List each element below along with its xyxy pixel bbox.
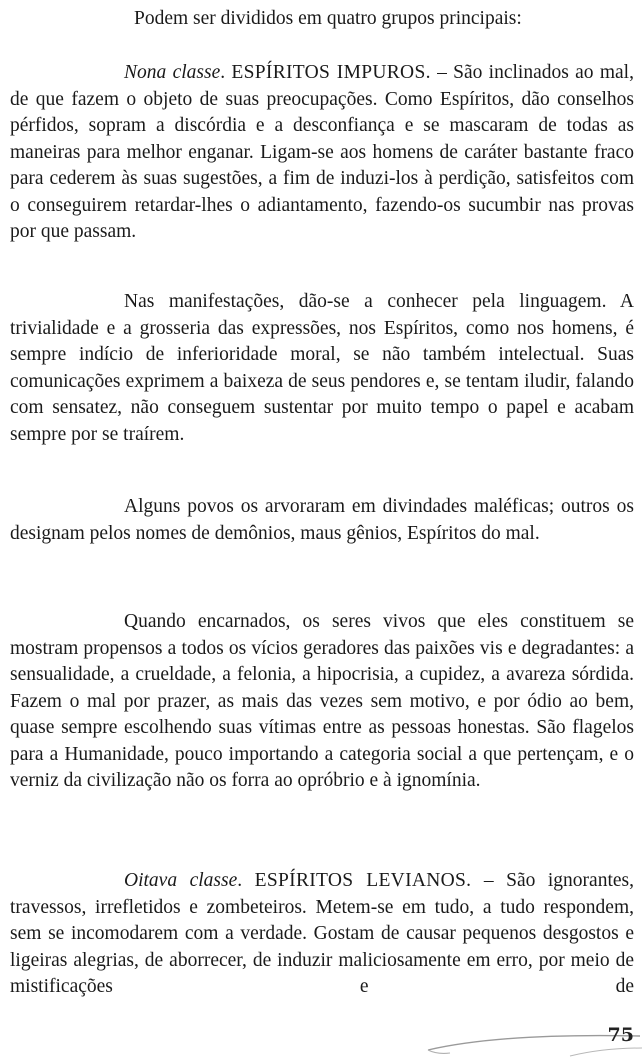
page-footer (420, 1020, 642, 1062)
paragraph-text: – São inclinados ao mal, de que fazem o objeto de suas preocupações. Como Espíritos, dão conselhos pérfidos, sopram a discórdia e a desconfiança e se mascaram de todas as maneiras para melhor enganar. Ligam-se aos homens de caráter bastante fraco para cederem às suas sugestões, a fim de induzi-los à perdição, satisfeitos com o conseguirem retardar-lhes o adiantamento, fazendo-os sucumbir nas provas por que passam. (10, 62, 634, 242)
paragraph-eighth-class: Oitava classe. ESPÍRITOS LEVIANOS. – São ignorantes, travessos, irrefletidos e zombeteiros. Metem-se em tudo, a tudo respondem, sem se incomodarem com a verdade. Gostam de causar pequenos desgostos e ligeiras alegrias, de aborrecer, de induzir maliciosamente em erro, por meio de mistificações e de (10, 870, 634, 997)
class-title: ESPÍRITOS IMPUROS. (231, 62, 431, 83)
page-number: 75 (607, 1024, 634, 1046)
paragraph-incarnated: Quando encarnados, os seres vivos que eles constituem se mostram propensos a todos os vícios geradores das paixões vis e degradantes: a sensualidade, a crueldade, a felonia, a hipocrisia, a cupidez, a avareza sórdida. Fazem o mal por prazer, as mais das vezes sem motivo, e por ódio ao bem, quase sempre escolhendo suas vítimas entre as pessoas honestas. São flagelos para a Humanidade, pouco importando a categoria social a que pertençam, e o verniz da civilização não os forra ao opróbrio e à ignomínia. (10, 611, 634, 791)
class-label: Oitava classe (124, 870, 238, 891)
paragraph-ninth-class: Nona classe. ESPÍRITOS IMPUROS. – São inclinados ao mal, de que fazem o objeto de suas preocupações. Como Espíritos, dão conselhos pérfidos, sopram a discórdia e a desconfiança e se mascaram de todas as maneiras para melhor enganar. Ligam-se aos homens de caráter bastante fraco para cederem às suas sugestões, a fim de induzi-los à perdição, satisfeitos com o conseguirem retardar-lhes o adiantamento, fazendo-os sucumbir nas provas por que passam. (10, 62, 634, 242)
paragraph-text: – São ignorantes, travessos, irrefletidos e zombeteiros. Metem-se em tudo, a tudo respondem, sem se incomodarem com a verdade. Gostam de causar pequenos desgostos e ligeiras alegrias, de aborrecer, de induzir maliciosamente em erro, por meio de mistificações e de (10, 870, 634, 997)
class-title: ESPÍRITOS LEVIANOS. (254, 870, 472, 891)
intro-line: Podem ser divididos em quatro grupos principais: (134, 8, 522, 29)
paragraph-manifestations: Nas manifestações, dão-se a conhecer pela linguagem. A trivialidade e a grosseria das expressões, nos Espíritos, como nos homens, é sempre indício de inferioridade moral, se não também intelectual. Suas comunicações exprimem a baixeza de seus pendores e, se tentam iludir, falando com sensatez, não conseguem sustentar por muito tempo o papel e acabam sempre por se traírem. (10, 291, 634, 445)
paragraph-peoples: Alguns povos os arvoraram em divindades maléficas; outros os designam pelos nomes de demônios, maus gênios, Espíritos do mal. (10, 496, 634, 544)
class-label: Nona classe (124, 62, 221, 83)
